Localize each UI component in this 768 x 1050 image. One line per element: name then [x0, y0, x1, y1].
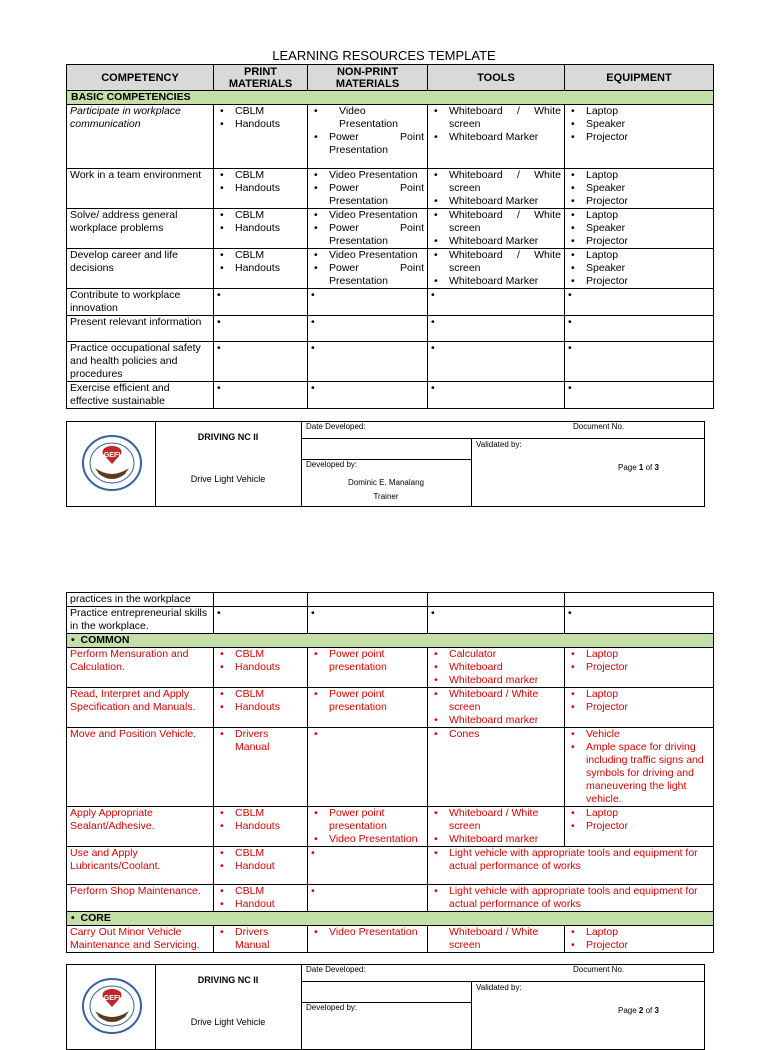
list-item: • Projector [568, 275, 710, 288]
empty-bullet: • [428, 289, 565, 316]
competency-cell: Perform Mensuration and Calculation. [67, 648, 214, 688]
institution-seal-logo [81, 434, 143, 492]
tools-cell [428, 249, 565, 289]
empty-bullet: • [308, 382, 428, 409]
list-item: • Laptop [568, 648, 710, 661]
date-developed-label: Date Developed: [306, 422, 366, 431]
list-item: • Handouts [217, 118, 304, 131]
list-item: • Power point presentation [311, 688, 424, 714]
list-item: • Whiteboard / White screen [431, 169, 561, 195]
list-item: • Whiteboard / White screen [431, 807, 561, 833]
list-item: • Projector [568, 195, 710, 208]
list-item: • Handout [217, 860, 304, 873]
unit-title: Drive Light Vehicle [190, 474, 266, 484]
list-item: • Video Presentation [311, 926, 424, 939]
competency-cell: Practice entrepreneurial skills in the workplace. [67, 607, 214, 634]
list-item: • Video Presentation [311, 249, 424, 262]
list-item: • Handouts [217, 262, 304, 275]
list-item: • Handouts [217, 701, 304, 714]
table-row [67, 249, 714, 289]
svg-text:GEFI: GEFI [103, 452, 121, 459]
competency-cell: Use and Apply Lubricants/Coolant. [67, 847, 214, 885]
list-item: • Light vehicle with appropriate tools and equipment for actual performance of works [431, 847, 710, 873]
empty-bullet: • [565, 289, 714, 316]
developed-by-label: Developed by: [306, 1003, 358, 1012]
print-cell [214, 847, 308, 885]
list-item: • CBLM [217, 105, 304, 118]
equipment-cell [565, 209, 714, 249]
competency-cell: Present relevant information [67, 316, 214, 342]
list-item: • CBLM [217, 847, 304, 860]
tools-cell [428, 105, 565, 169]
competency-cell: Move and Position Vehicle. [67, 728, 214, 807]
table-row [67, 289, 714, 316]
equipment-cell [565, 926, 714, 953]
developer-role: Trainer [373, 492, 399, 501]
svg-text:GEFI: GEFI [103, 995, 121, 1002]
competency-cell: Contribute to workplace innovation [67, 289, 214, 316]
institution-seal-logo [81, 977, 143, 1035]
list-item: • Whiteboard Marker [431, 235, 561, 248]
competency-cell: Work in a team environment [67, 169, 214, 209]
print-cell [214, 249, 308, 289]
list-item: • Power Point Presentation [311, 262, 424, 288]
print-cell [214, 169, 308, 209]
list-item: • Projector [568, 235, 710, 248]
competency-cell: Participate in workplace communication [67, 105, 214, 169]
list-item: • Video Presentation [311, 169, 424, 182]
print-cell [214, 728, 308, 807]
developed-by-label: Developed by: [306, 460, 358, 469]
print-cell [214, 926, 308, 953]
list-item: • Projector [568, 131, 710, 144]
header-tools: TOOLS [428, 65, 565, 91]
document-footer-page2 [66, 964, 705, 1050]
table-row [67, 688, 714, 728]
section-label: BASIC COMPETENCIES [67, 91, 714, 105]
nonprint-cell [308, 105, 428, 169]
tools-cell [428, 209, 565, 249]
table-row [67, 728, 714, 807]
list-item: • Whiteboard / White screen [431, 249, 561, 275]
list-item: • Whiteboard Marker [431, 275, 561, 288]
header-print: PRINT MATERIALS [214, 65, 308, 91]
table-header-row [67, 65, 714, 91]
list-item: • Projector [568, 820, 710, 833]
list-item: • CBLM [217, 648, 304, 661]
list-item: • Laptop [568, 688, 710, 701]
list-item: • Projector [568, 939, 710, 952]
nonprint-cell [308, 728, 428, 807]
list-item: • Laptop [568, 807, 710, 820]
list-item: • Whiteboard / White screen [431, 688, 561, 714]
document-number-label: Document No. [573, 422, 625, 431]
table-row [67, 105, 714, 169]
table-row [67, 316, 714, 342]
table-row [67, 807, 714, 847]
list-item: • Video Presentation [311, 209, 424, 222]
list-item: • Laptop [568, 249, 710, 262]
competency-cell: practices in the workplace [67, 593, 214, 607]
empty-bullet: • [214, 342, 308, 382]
list-item: • Laptop [568, 209, 710, 222]
equipment-cell [565, 648, 714, 688]
list-item: • Projector [568, 661, 710, 674]
nonprint-cell [308, 807, 428, 847]
equipment-cell [565, 688, 714, 728]
list-item: • CBLM [217, 249, 304, 262]
qualification-title: DRIVING NC II [197, 975, 259, 985]
list-item: • Whiteboard / White screen [431, 105, 561, 131]
list-item: • Handouts [217, 661, 304, 674]
section-row-core [67, 912, 714, 926]
empty-bullet: • [565, 607, 714, 634]
page-number: Page 2 of 3 [618, 1006, 659, 1015]
list-item: • Whiteboard / White screen [431, 209, 561, 235]
competency-cell: Solve/ address general workplace problems [67, 209, 214, 249]
list-item: • Handouts [217, 182, 304, 195]
header-competency: COMPETENCY [67, 65, 214, 91]
competency-cell: Carry Out Minor Vehicle Maintenance and Servicing. [67, 926, 214, 953]
list-item: • CBLM [217, 169, 304, 182]
nonprint-cell [308, 249, 428, 289]
empty-bullet: • [308, 847, 428, 885]
competency-cell: Practice occupational safety and health policies and procedures [67, 342, 214, 382]
list-item: • Video Presentation [311, 105, 424, 131]
list-item: • Power Point Presentation [311, 131, 424, 157]
list-item: • CBLM [217, 209, 304, 222]
list-item: • Power Point Presentation [311, 182, 424, 208]
page-number: Page 1 of 3 [618, 463, 659, 472]
unit-title: Drive Light Vehicle [190, 1017, 266, 1027]
header-equipment: EQUIPMENT [565, 65, 714, 91]
tools-equipment-cell [428, 847, 714, 885]
empty-bullet: • [308, 289, 428, 316]
list-item: • Drivers Manual [217, 728, 304, 754]
list-item: • Handouts [217, 820, 304, 833]
list-item: • Speaker [568, 262, 710, 275]
table-row [67, 885, 714, 912]
tools-cell [428, 688, 565, 728]
list-item: • Whiteboard Marker [431, 195, 561, 208]
list-item: • CBLM [217, 807, 304, 820]
empty-bullet: • [214, 382, 308, 409]
equipment-cell [565, 105, 714, 169]
section-row-basic [67, 91, 714, 105]
header-nonprint: NON-PRINT MATERIALS [308, 65, 428, 91]
print-cell [214, 648, 308, 688]
learning-resources-table-page2 [66, 592, 714, 953]
list-item: • Whiteboard [431, 661, 561, 674]
list-item: • Speaker [568, 118, 710, 131]
empty-bullet: • [565, 342, 714, 382]
empty-bullet: • [308, 316, 428, 342]
list-item: • Handouts [217, 222, 304, 235]
print-cell [214, 807, 308, 847]
empty-bullet: • [428, 607, 565, 634]
table-row [67, 847, 714, 885]
competency-cell: Read, Interpret and Apply Specification and Manuals. [67, 688, 214, 728]
table-row [67, 593, 714, 607]
table-row [67, 209, 714, 249]
equipment-cell [565, 169, 714, 209]
document-footer [66, 421, 705, 507]
list-item: • CBLM [217, 885, 304, 898]
empty-bullet: • [565, 382, 714, 409]
validated-by-label: Validated by: [476, 440, 522, 449]
learning-resources-table [66, 64, 714, 409]
date-developed-label: Date Developed: [306, 965, 366, 974]
tools-cell: Whiteboard / White screen [428, 926, 565, 953]
page-title: LEARNING RESOURCES TEMPLATE [272, 48, 496, 63]
list-item: • Light vehicle with appropriate tools and equipment for actual performance of works [431, 885, 710, 911]
nonprint-cell [308, 209, 428, 249]
empty-bullet: • [565, 316, 714, 342]
qualification-title: DRIVING NC II [197, 432, 259, 442]
list-item: • Projector [568, 701, 710, 714]
empty-bullet: • [214, 607, 308, 634]
developer-name: Dominic E. Manalang [347, 478, 425, 487]
empty-bullet: • [308, 607, 428, 634]
list-item: • Laptop [568, 169, 710, 182]
list-item: • Whiteboard marker [431, 674, 561, 687]
empty-bullet: • [308, 342, 428, 382]
list-item: • Drivers Manual [217, 926, 304, 952]
nonprint-cell [308, 688, 428, 728]
equipment-cell [565, 807, 714, 847]
competency-cell: Perform Shop Maintenance. [67, 885, 214, 912]
list-item: • Calculator [431, 648, 561, 661]
table-row [67, 169, 714, 209]
list-item: • Power Point Presentation [311, 222, 424, 248]
empty-bullet: • [428, 382, 565, 409]
print-cell [214, 105, 308, 169]
nonprint-cell [308, 648, 428, 688]
list-item: • Speaker [568, 182, 710, 195]
empty-bullet: • [428, 316, 565, 342]
tools-cell [428, 169, 565, 209]
table-row [67, 648, 714, 688]
list-item: • Speaker [568, 222, 710, 235]
competency-cell: Develop career and life decisions [67, 249, 214, 289]
list-item: • Ample space for driving including traffic signs and symbols for driving and maneuvering the light vehicle. [568, 741, 710, 806]
section-row-common [67, 634, 714, 648]
equipment-cell [565, 249, 714, 289]
empty-bullet: • [214, 316, 308, 342]
list-item: • Laptop [568, 926, 710, 939]
tools-equipment-cell [428, 885, 714, 912]
competency-cell: Exercise efficient and effective sustainable [67, 382, 214, 409]
tools-cell [428, 728, 565, 807]
list-item: • Video Presentation [311, 833, 424, 846]
table-row [67, 607, 714, 634]
empty-bullet: • [214, 289, 308, 316]
tools-cell [428, 807, 565, 847]
list-item: • Power point presentation [311, 807, 424, 833]
list-item: • CBLM [217, 688, 304, 701]
list-item: • Whiteboard marker [431, 833, 561, 846]
list-item: • Cones [431, 728, 561, 741]
section-label: • COMMON [67, 634, 714, 648]
print-cell [214, 209, 308, 249]
list-item: • Vehicle [568, 728, 710, 741]
table-row [67, 926, 714, 953]
list-item: • Handout [217, 898, 304, 911]
table-row [67, 342, 714, 382]
table-row [67, 382, 714, 409]
list-item: • Laptop [568, 105, 710, 118]
nonprint-cell [308, 926, 428, 953]
validated-by-label: Validated by: [476, 983, 522, 992]
list-item: • Power point presentation [311, 648, 424, 674]
list-item: • Whiteboard Marker [431, 131, 561, 144]
document-number-label: Document No. [573, 965, 625, 974]
section-label: • CORE [67, 912, 714, 926]
print-cell [214, 688, 308, 728]
equipment-cell [565, 728, 714, 807]
nonprint-cell [308, 169, 428, 209]
competency-cell: Apply Appropriate Sealant/Adhesive. [67, 807, 214, 847]
list-item: • Whiteboard marker [431, 714, 561, 727]
empty-bullet: • [308, 885, 428, 912]
empty-bullet: • [428, 342, 565, 382]
tools-cell [428, 648, 565, 688]
print-cell [214, 885, 308, 912]
